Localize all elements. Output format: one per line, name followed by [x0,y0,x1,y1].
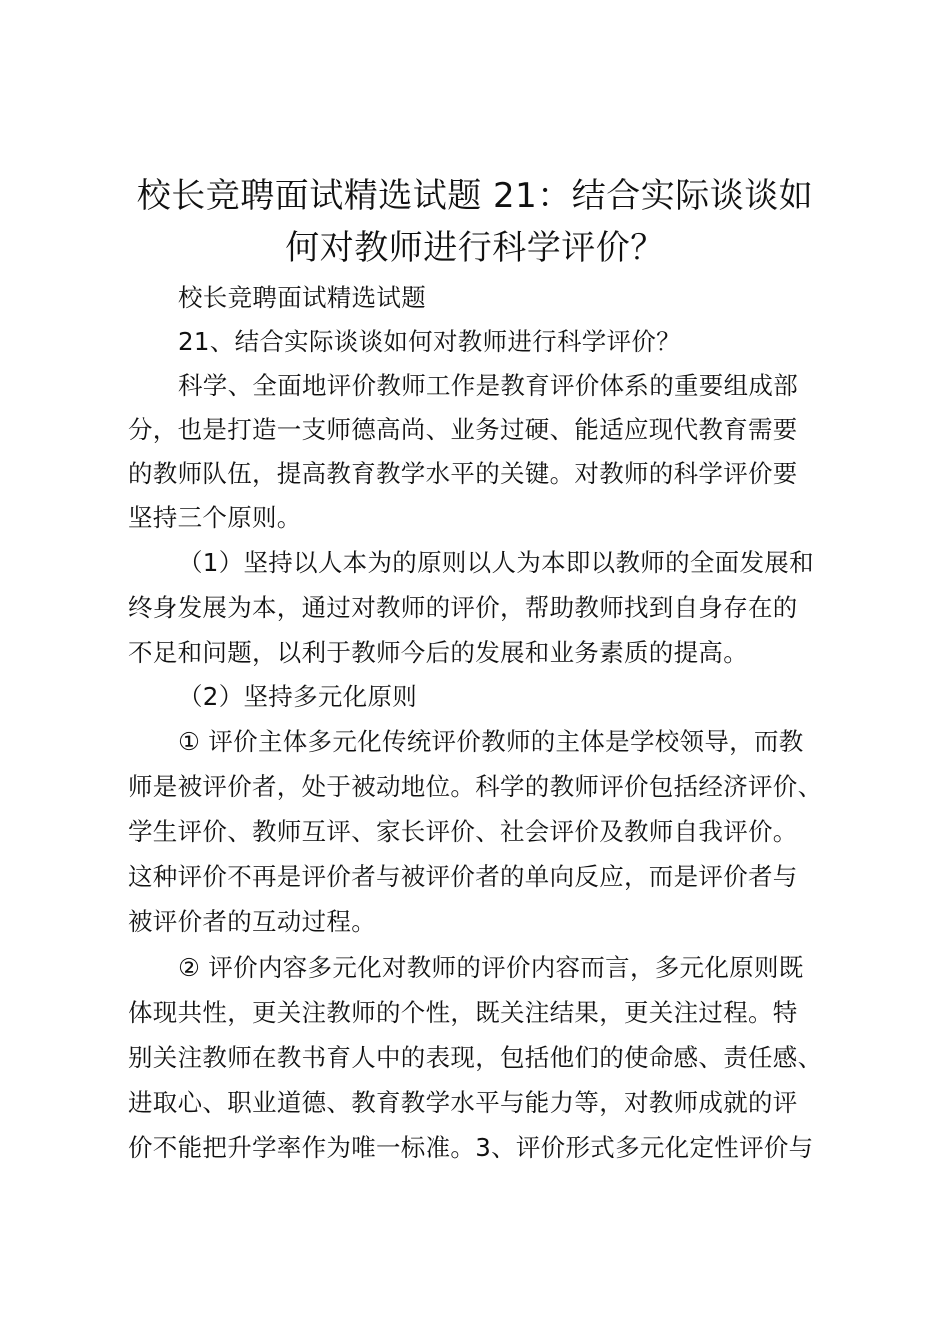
paragraph-line: 师是被评价者，处于被动地位。科学的教师评价包括经济评价、 [128,772,823,801]
question-line: 21、结合实际谈谈如何对教师进行科学评价？ [178,327,681,356]
paragraph-line: ① 评价主体多元化传统评价教师的主体是学校领导，而教 [178,727,804,756]
paragraph-line: 的教师队伍，提高教育教学水平的关键。对教师的科学评价要 [128,459,798,488]
title-line-1: 校长竞聘面试精选试题 21：结合实际谈谈如 [136,176,814,216]
paragraph-line: 坚持三个原则。 [128,503,302,532]
subtitle-line: 校长竞聘面试精选试题 [178,283,426,312]
paragraph-line: 不足和问题，以利于教师今后的发展和业务素质的提高。 [128,638,748,667]
paragraph-line: 终身发展为本，通过对教师的评价，帮助教师找到自身存在的 [128,593,798,622]
document-title [120,170,830,274]
section-heading: （2）坚持多元化原则 [178,682,418,711]
paragraph-line: 进取心、职业道德、教育教学水平与能力等，对教师成就的评 [128,1088,798,1117]
paragraph-line: （1）坚持以人本为的原则以人为本即以教师的全面发展和 [178,548,814,577]
paragraph-line: ② 评价内容多元化对教师的评价内容而言，多元化原则既 [178,953,804,982]
paragraph-line: 别关注教师在教书育人中的表现，包括他们的使命感、责任感、 [128,1043,823,1072]
title-line-2: 何对教师进行科学评价？ [285,228,665,268]
paragraph-line: 被评价者的互动过程。 [128,907,376,936]
paragraph-line: 学生评价、教师互评、家长评价、社会评价及教师自我评价。 [128,817,798,846]
paragraph-line: 科学、全面地评价教师工作是教育评价体系的重要组成部 [178,371,798,400]
paragraph-line: 分，也是打造一支师德高尚、业务过硬、能适应现代教育需要 [128,415,798,444]
paragraph-line: 这种评价不再是评价者与被评价者的单向反应，而是评价者与 [128,862,798,891]
paragraph-line: 价不能把升学率作为唯一标准。3、评价形式多元化定性评价与 [128,1133,814,1162]
paragraph-line: 体现共性，更关注教师的个性，既关注结果，更关注过程。特 [128,998,798,1027]
